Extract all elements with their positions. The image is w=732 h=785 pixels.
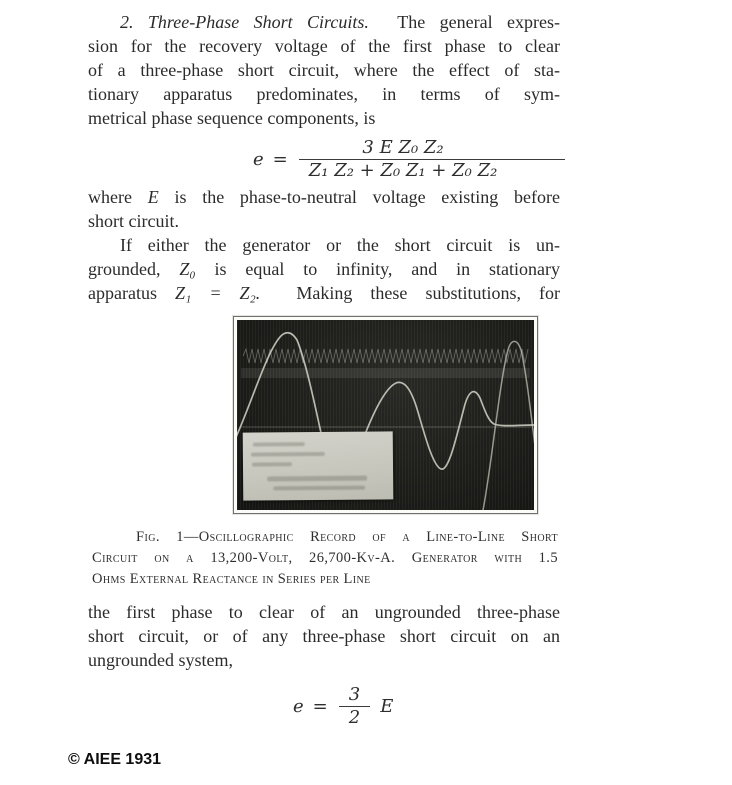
caption-line: Ohms External Reactance in Series per Line xyxy=(92,571,371,587)
copyright-notice: © AIEE 1931 xyxy=(68,751,162,768)
smudge-line xyxy=(251,452,325,457)
text-line: the first phase to clear of an ungrounded three-phase xyxy=(88,602,560,622)
text-line xyxy=(88,281,560,305)
text-segment: is equal to infinity, and in stationary xyxy=(214,259,561,279)
text-line: of a three-phase short circuit, where the effect of sta- xyxy=(88,60,560,80)
text-line xyxy=(88,185,560,209)
text-column xyxy=(88,10,560,729)
equation-three-halves-E xyxy=(293,684,560,729)
fuzzy-band xyxy=(241,368,530,378)
equation-lhs: e xyxy=(253,149,264,170)
fraction-numerator: 3 xyxy=(348,684,361,705)
text-segment: The general expres- xyxy=(397,12,560,32)
text-line: short circuit. xyxy=(88,211,179,231)
paragraph-section-2 xyxy=(88,10,560,130)
text-segment: Making these substitutions, for xyxy=(296,283,561,303)
text-line: short circuit, or of any three-phase short circuit on an xyxy=(88,626,560,646)
fraction-numerator: 3 E Z₀ Z₂ xyxy=(362,137,444,158)
label-card xyxy=(243,431,394,500)
oscillogram-figure xyxy=(233,316,538,514)
equals-sign: = xyxy=(272,149,288,170)
text-line: metrical phase sequence components, is xyxy=(88,108,376,128)
equals-sign: = xyxy=(312,696,328,717)
section-number: 2. xyxy=(120,12,134,32)
equation-lhs: e xyxy=(293,696,304,717)
equation-recovery-voltage xyxy=(253,137,560,182)
section-title: Three-Phase Short Circuits. xyxy=(147,12,369,32)
text-line: ungrounded system, xyxy=(88,650,233,670)
fraction xyxy=(299,137,508,182)
paragraph-first-phase xyxy=(88,600,560,672)
variable-Z0: Z₀ xyxy=(179,259,196,279)
variable-E: E xyxy=(147,187,159,207)
fraction xyxy=(339,684,370,729)
text-segment: grounded, xyxy=(88,259,161,279)
paragraph-where xyxy=(88,185,560,233)
timing-wave xyxy=(243,349,528,363)
text-line: If either the generator or the short circuit is un- xyxy=(120,235,560,255)
smudge-line xyxy=(273,486,365,491)
smudge-line xyxy=(253,442,305,446)
paragraph-ungrounded xyxy=(88,233,560,305)
text-segment: where xyxy=(88,187,132,207)
text-segment: is the phase-to-neutral voltage existing before xyxy=(174,187,561,207)
caption-line: Fig. 1—Oscillographic Record of a Line-to-Line Short xyxy=(136,529,558,545)
oscillogram-photo xyxy=(237,320,534,510)
smudge-line xyxy=(267,476,367,482)
text-line: sion for the recovery voltage of the first phase to clear xyxy=(88,36,560,56)
caption-line: Circuit on a 13,200-Volt, 26,700-Kv-A. Generator with 1.5 xyxy=(92,550,558,566)
text-line: tionary apparatus predominates, in terms of sym- xyxy=(88,84,560,104)
text-line xyxy=(88,10,560,34)
text-segment: apparatus xyxy=(88,283,157,303)
fraction-denominator: Z₁ Z₂ + Z₀ Z₁ + Z₀ Z₂ xyxy=(308,160,498,181)
variable-E: E xyxy=(380,696,394,717)
fraction-denominator: 2 xyxy=(348,707,361,728)
text-line xyxy=(88,257,560,281)
variable-Z1-Z2: Z₁ = Z₂. xyxy=(175,283,261,303)
smudge-line xyxy=(252,462,292,466)
figure-caption xyxy=(92,527,558,590)
